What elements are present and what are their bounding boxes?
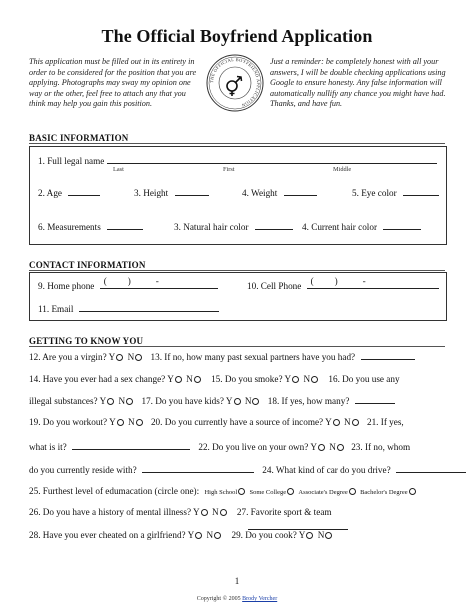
q13-label: 13. If no, how many past sexual partners have you had? — [150, 352, 356, 362]
q16-label: 16. Do you use any — [328, 374, 400, 384]
full-name-field[interactable] — [107, 154, 437, 164]
q23-continued-label: do you currently reside with? — [29, 465, 137, 475]
edu-some-college-radio[interactable] — [287, 488, 294, 495]
q14-yes-radio[interactable] — [175, 376, 182, 383]
home-phone-field[interactable] — [100, 276, 218, 289]
q18-label: 18. If yes, how many? — [267, 396, 350, 406]
no-label: N — [317, 530, 325, 540]
no-label: N — [186, 374, 193, 384]
phone-paren: ) — [334, 276, 338, 286]
edu-high-school-radio[interactable] — [238, 488, 245, 495]
contact-info-box — [29, 272, 447, 321]
q25-label: 25. Furthest level of edumacation (circle one): — [29, 486, 200, 496]
q26-yes-radio[interactable] — [201, 509, 208, 516]
q18-field[interactable] — [355, 394, 395, 404]
no-label: N — [344, 417, 351, 427]
measurements-field[interactable] — [107, 220, 143, 230]
official-seal-icon — [205, 53, 265, 113]
yes-label: Y — [298, 530, 306, 540]
no-label: N — [303, 374, 311, 384]
middle-name-sublabel: Middle — [333, 166, 352, 173]
q28-label: 28. Have you ever cheated on a girlfriend? — [29, 530, 186, 540]
phone-paren: ( — [103, 276, 107, 286]
last-name-sublabel: Last — [113, 166, 124, 173]
q28-no-radio[interactable] — [214, 532, 221, 539]
phone-dash: - — [362, 276, 366, 286]
seal-text: THE OFFICIAL BOYFRIEND APPLICATION — [208, 56, 262, 108]
q21-field[interactable] — [72, 440, 190, 450]
email-label: 11. Email — [38, 304, 74, 314]
yes-label: Y — [225, 396, 233, 406]
q24-field[interactable] — [396, 463, 466, 473]
q16-continued-label: illegal substances? — [29, 396, 98, 406]
q20-yes-radio[interactable] — [333, 419, 340, 426]
gtky-heading: GETTING TO KNOW YOU — [29, 336, 144, 346]
full-name-label: 1. Full legal name — [38, 156, 105, 166]
question-row — [29, 374, 400, 384]
q15-no-radio[interactable] — [311, 376, 318, 383]
page-number: 1 — [234, 576, 240, 586]
q29-no-radio[interactable] — [325, 532, 332, 539]
question-row — [29, 417, 404, 427]
no-label: N — [329, 442, 336, 452]
question-row — [29, 463, 466, 475]
yes-label: Y — [325, 417, 332, 427]
q22-yes-radio[interactable] — [318, 444, 325, 451]
copyright-text: Copyright © 2005 — [196, 596, 241, 602]
q27-field[interactable] — [248, 520, 348, 530]
q19-label: 19. Do you workout? — [29, 417, 108, 427]
yes-label: Y — [109, 417, 116, 427]
q12-label: 12. Are you a virgin? — [29, 352, 107, 362]
phone-paren: ) — [127, 276, 131, 286]
edu-associates-label: Associate's Degree — [298, 489, 348, 496]
email-field[interactable] — [79, 302, 219, 312]
no-label: N — [211, 507, 219, 517]
eye-color-label: 5. Eye color — [352, 188, 397, 198]
page-title: The Official Boyfriend Application — [101, 26, 373, 46]
age-field[interactable] — [68, 186, 100, 196]
no-label: N — [244, 396, 252, 406]
weight-field[interactable] — [284, 186, 317, 196]
section-divider — [29, 346, 445, 347]
yes-label: Y — [187, 530, 195, 540]
age-label: 2. Age — [38, 188, 62, 198]
q21-label: 21. If yes, — [366, 417, 404, 427]
q12-no-radio[interactable] — [135, 354, 142, 361]
q21-continued-label: what is it? — [29, 442, 67, 452]
q16-yes-radio[interactable] — [107, 398, 114, 405]
q29-yes-radio[interactable] — [306, 532, 313, 539]
cell-phone-field[interactable] — [307, 276, 439, 289]
q29-label: 29. Do you cook? — [231, 530, 297, 540]
question-row — [29, 350, 415, 362]
copyright-footer — [0, 596, 474, 602]
question-row — [29, 440, 410, 452]
yes-label: Y — [193, 507, 200, 517]
section-divider — [29, 270, 445, 271]
q28-yes-radio[interactable] — [195, 532, 202, 539]
yes-label: Y — [99, 396, 107, 406]
q22-label: 22. Do you live on your own? — [198, 442, 309, 452]
cell-phone-label: 10. Cell Phone — [247, 281, 302, 291]
q15-label: 15. Do you smoke? — [211, 374, 283, 384]
q22-no-radio[interactable] — [337, 444, 344, 451]
height-field[interactable] — [175, 186, 209, 196]
weight-label: 4. Weight — [242, 188, 278, 198]
question-row — [29, 507, 332, 517]
measurements-label: 6. Measurements — [38, 222, 101, 232]
height-label: 3. Height — [134, 188, 169, 198]
q14-no-radio[interactable] — [194, 376, 201, 383]
q12-yes-radio[interactable] — [116, 354, 123, 361]
home-phone-label: 9. Home phone — [38, 281, 95, 291]
q19-no-radio[interactable] — [136, 419, 143, 426]
no-label: N — [118, 396, 126, 406]
yes-label: Y — [108, 352, 116, 362]
q23-label: 23. If no, whom — [351, 442, 411, 452]
no-label: N — [206, 530, 214, 540]
honesty-reminder: Just a reminder: be completely honest with all your answers, I will be double checking applications using Google to ensure honesty. Any false information will automatically nullify any chance you might have had. Thanks, and have fun. — [270, 57, 446, 109]
q19-yes-radio[interactable] — [117, 419, 124, 426]
eye-color-field[interactable] — [403, 186, 439, 196]
edu-associates-radio[interactable] — [349, 488, 356, 495]
question-row — [29, 394, 395, 406]
basic-info-heading: BASIC INFORMATION — [29, 133, 129, 143]
q20-no-radio[interactable] — [352, 419, 359, 426]
natural-hair-field[interactable] — [255, 220, 293, 230]
basic-info-box — [29, 146, 447, 245]
q17-yes-radio[interactable] — [234, 398, 241, 405]
no-label: N — [128, 417, 135, 427]
current-hair-field[interactable] — [383, 220, 421, 230]
phone-paren: ( — [310, 276, 314, 286]
q17-no-radio[interactable] — [252, 398, 259, 405]
current-hair-label: 4. Current hair color — [302, 222, 378, 232]
author-link[interactable]: Brody Vercher — [242, 596, 278, 602]
section-divider — [29, 143, 445, 144]
yes-label: Y — [167, 374, 174, 384]
yes-label: Y — [310, 442, 317, 452]
question-row — [29, 486, 418, 496]
q17-label: 17. Do you have kids? — [141, 396, 224, 406]
edu-some-college-label: Some College — [249, 489, 287, 496]
edu-bachelors-label: Bachelor's Degree — [360, 489, 408, 496]
q20-label: 20. Do you currently have a source of income? — [150, 417, 324, 427]
q13-field[interactable] — [361, 350, 415, 360]
natural-hair-label: 3. Natural hair color — [174, 222, 249, 232]
edu-high-school-label: High School — [204, 489, 238, 496]
q23-field[interactable] — [142, 463, 254, 473]
q24-label: 24. What kind of car do you drive? — [262, 465, 391, 475]
first-name-sublabel: First — [223, 166, 235, 173]
q14-label: 14. Have you ever had a sex change? — [29, 374, 166, 384]
q16-no-radio[interactable] — [126, 398, 133, 405]
q26-no-radio[interactable] — [220, 509, 227, 516]
edu-bachelors-radio[interactable] — [409, 488, 416, 495]
q15-yes-radio[interactable] — [292, 376, 299, 383]
intro-instructions: This application must be filled out in its entirety in order to be considered for the position that you are applying. Photographs may sway my opinion one way or the other, feel free to attach any that you think may help you gain this position. — [29, 57, 197, 109]
question-row — [29, 530, 334, 540]
no-label: N — [127, 352, 135, 362]
contact-info-heading: CONTACT INFORMATION — [29, 260, 146, 270]
q26-label: 26. Do you have a history of mental illness? — [29, 507, 192, 517]
q27-label: 27. Favorite sport & team — [236, 507, 332, 517]
phone-dash: - — [155, 276, 159, 286]
yes-label: Y — [284, 374, 292, 384]
